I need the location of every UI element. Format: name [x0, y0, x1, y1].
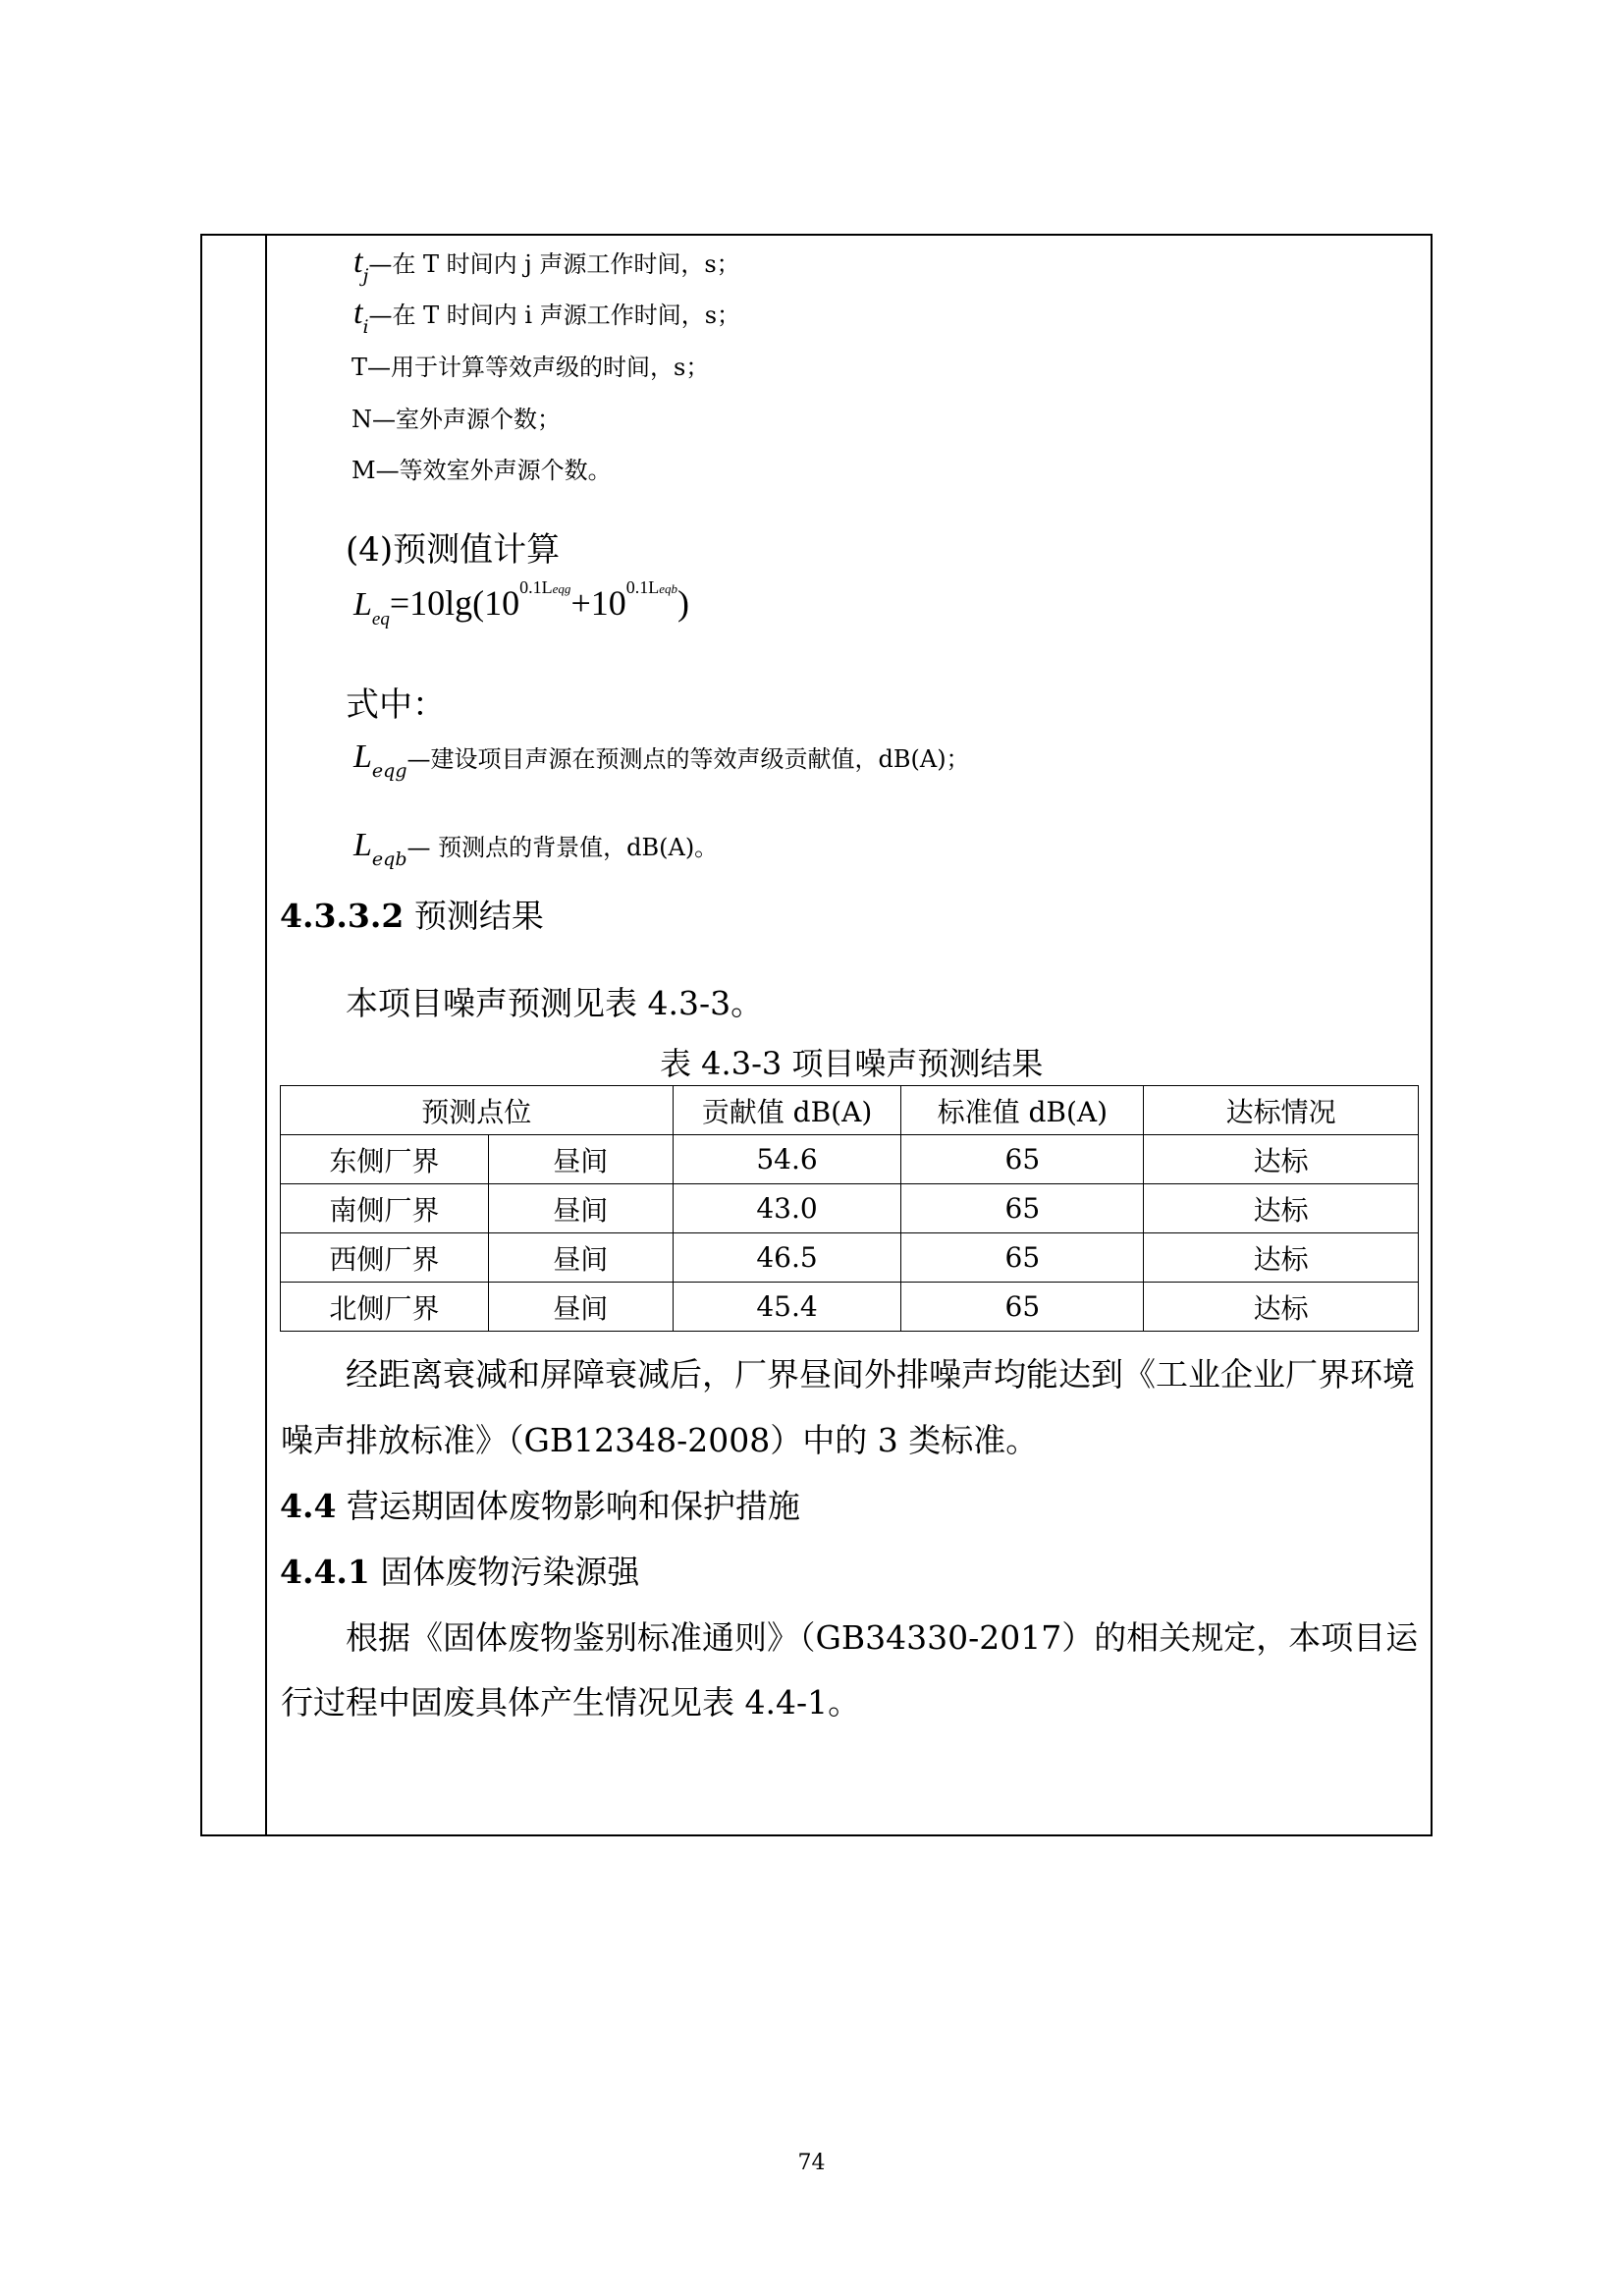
formula: $L_{eq}=10\lg(10^{0.1Leqg}+10^{0.1Leqb})$	[353, 577, 690, 629]
definition-leqg: $L_{eqg}—$建设项目声源在预测点的等效声级贡献值，dB(A)；	[353, 738, 970, 782]
cell-contribution: 54.6	[673, 1135, 901, 1184]
table-row	[281, 1283, 1419, 1332]
header-location: 预测点位	[281, 1086, 674, 1135]
definition-M: M—等效室外声源个数。	[352, 457, 612, 484]
noise-prediction-table	[280, 1085, 1419, 1332]
cell-location: 西侧厂界	[281, 1233, 489, 1283]
table-caption: 表 4.3-3 项目噪声预测结果	[660, 1045, 1044, 1082]
cell-location: 东侧厂界	[281, 1135, 489, 1184]
definition-tj: $t_j—$在 T 时间内 j 声源工作时间，s；	[353, 244, 740, 287]
step4-heading: (4)预测值计算	[346, 530, 561, 570]
page-number: 74	[797, 2151, 826, 2175]
cell-compliance: 达标	[1144, 1184, 1419, 1233]
definition-leqb: $L_{eqb}—$ 预测点的背景值，dB(A)。	[353, 827, 719, 870]
header-contribution: 贡献值 dB(A)	[673, 1086, 901, 1135]
cell-contribution: 46.5	[673, 1233, 901, 1283]
section-4-4-1-heading: 4.4.1 固体废物污染源强	[280, 1553, 640, 1591]
section-4-3-3-2-heading: 4.3.3.2 预测结果	[280, 897, 544, 935]
cell-standard: 65	[901, 1135, 1144, 1184]
cell-contribution: 45.4	[673, 1283, 901, 1332]
cell-period: 昼间	[488, 1233, 673, 1283]
table-row	[281, 1135, 1419, 1184]
cell-standard: 65	[901, 1283, 1144, 1332]
cell-compliance: 达标	[1144, 1233, 1419, 1283]
conclusion-line-2: 噪声排放标准》（GB12348-2008）中的 3 类标准。	[281, 1421, 1039, 1459]
header-compliance: 达标情况	[1144, 1086, 1419, 1135]
table-header-row	[281, 1086, 1419, 1135]
header-standard: 标准值 dB(A)	[901, 1086, 1144, 1135]
cell-period: 昼间	[488, 1184, 673, 1233]
section-4-4-heading: 4.4 营运期固体废物影响和保护措施	[280, 1487, 800, 1525]
cell-standard: 65	[901, 1184, 1144, 1233]
where-label: 式中：	[346, 685, 446, 725]
definition-T: T—用于计算等效声级的时间，s；	[352, 354, 710, 381]
cell-period: 昼间	[488, 1135, 673, 1184]
cell-compliance: 达标	[1144, 1135, 1419, 1184]
cell-compliance: 达标	[1144, 1283, 1419, 1332]
column-divider	[265, 236, 267, 1834]
cell-location: 南侧厂界	[281, 1184, 489, 1233]
cell-standard: 65	[901, 1233, 1144, 1283]
cell-location: 北侧厂界	[281, 1283, 489, 1332]
definition-ti: $t_i—$在 T 时间内 i 声源工作时间，s；	[353, 295, 741, 338]
solid-waste-line-1: 根据《固体废物鉴别标准通则》（GB34330-2017）的相关规定，本项目运	[346, 1618, 1419, 1657]
table-row	[281, 1184, 1419, 1233]
definition-N: N—室外声源个数；	[352, 406, 561, 433]
conclusion-line-1: 经距离衰减和屏障衰减后，厂界昼间外排噪声均能达到《工业企业厂界环境	[346, 1355, 1415, 1394]
solid-waste-line-2: 行过程中固废具体产生情况见表 4.4-1。	[281, 1683, 861, 1722]
cell-period: 昼间	[488, 1283, 673, 1332]
cell-contribution: 43.0	[673, 1184, 901, 1233]
intro-paragraph: 本项目噪声预测见表 4.3-3。	[346, 984, 764, 1022]
table-row	[281, 1233, 1419, 1283]
